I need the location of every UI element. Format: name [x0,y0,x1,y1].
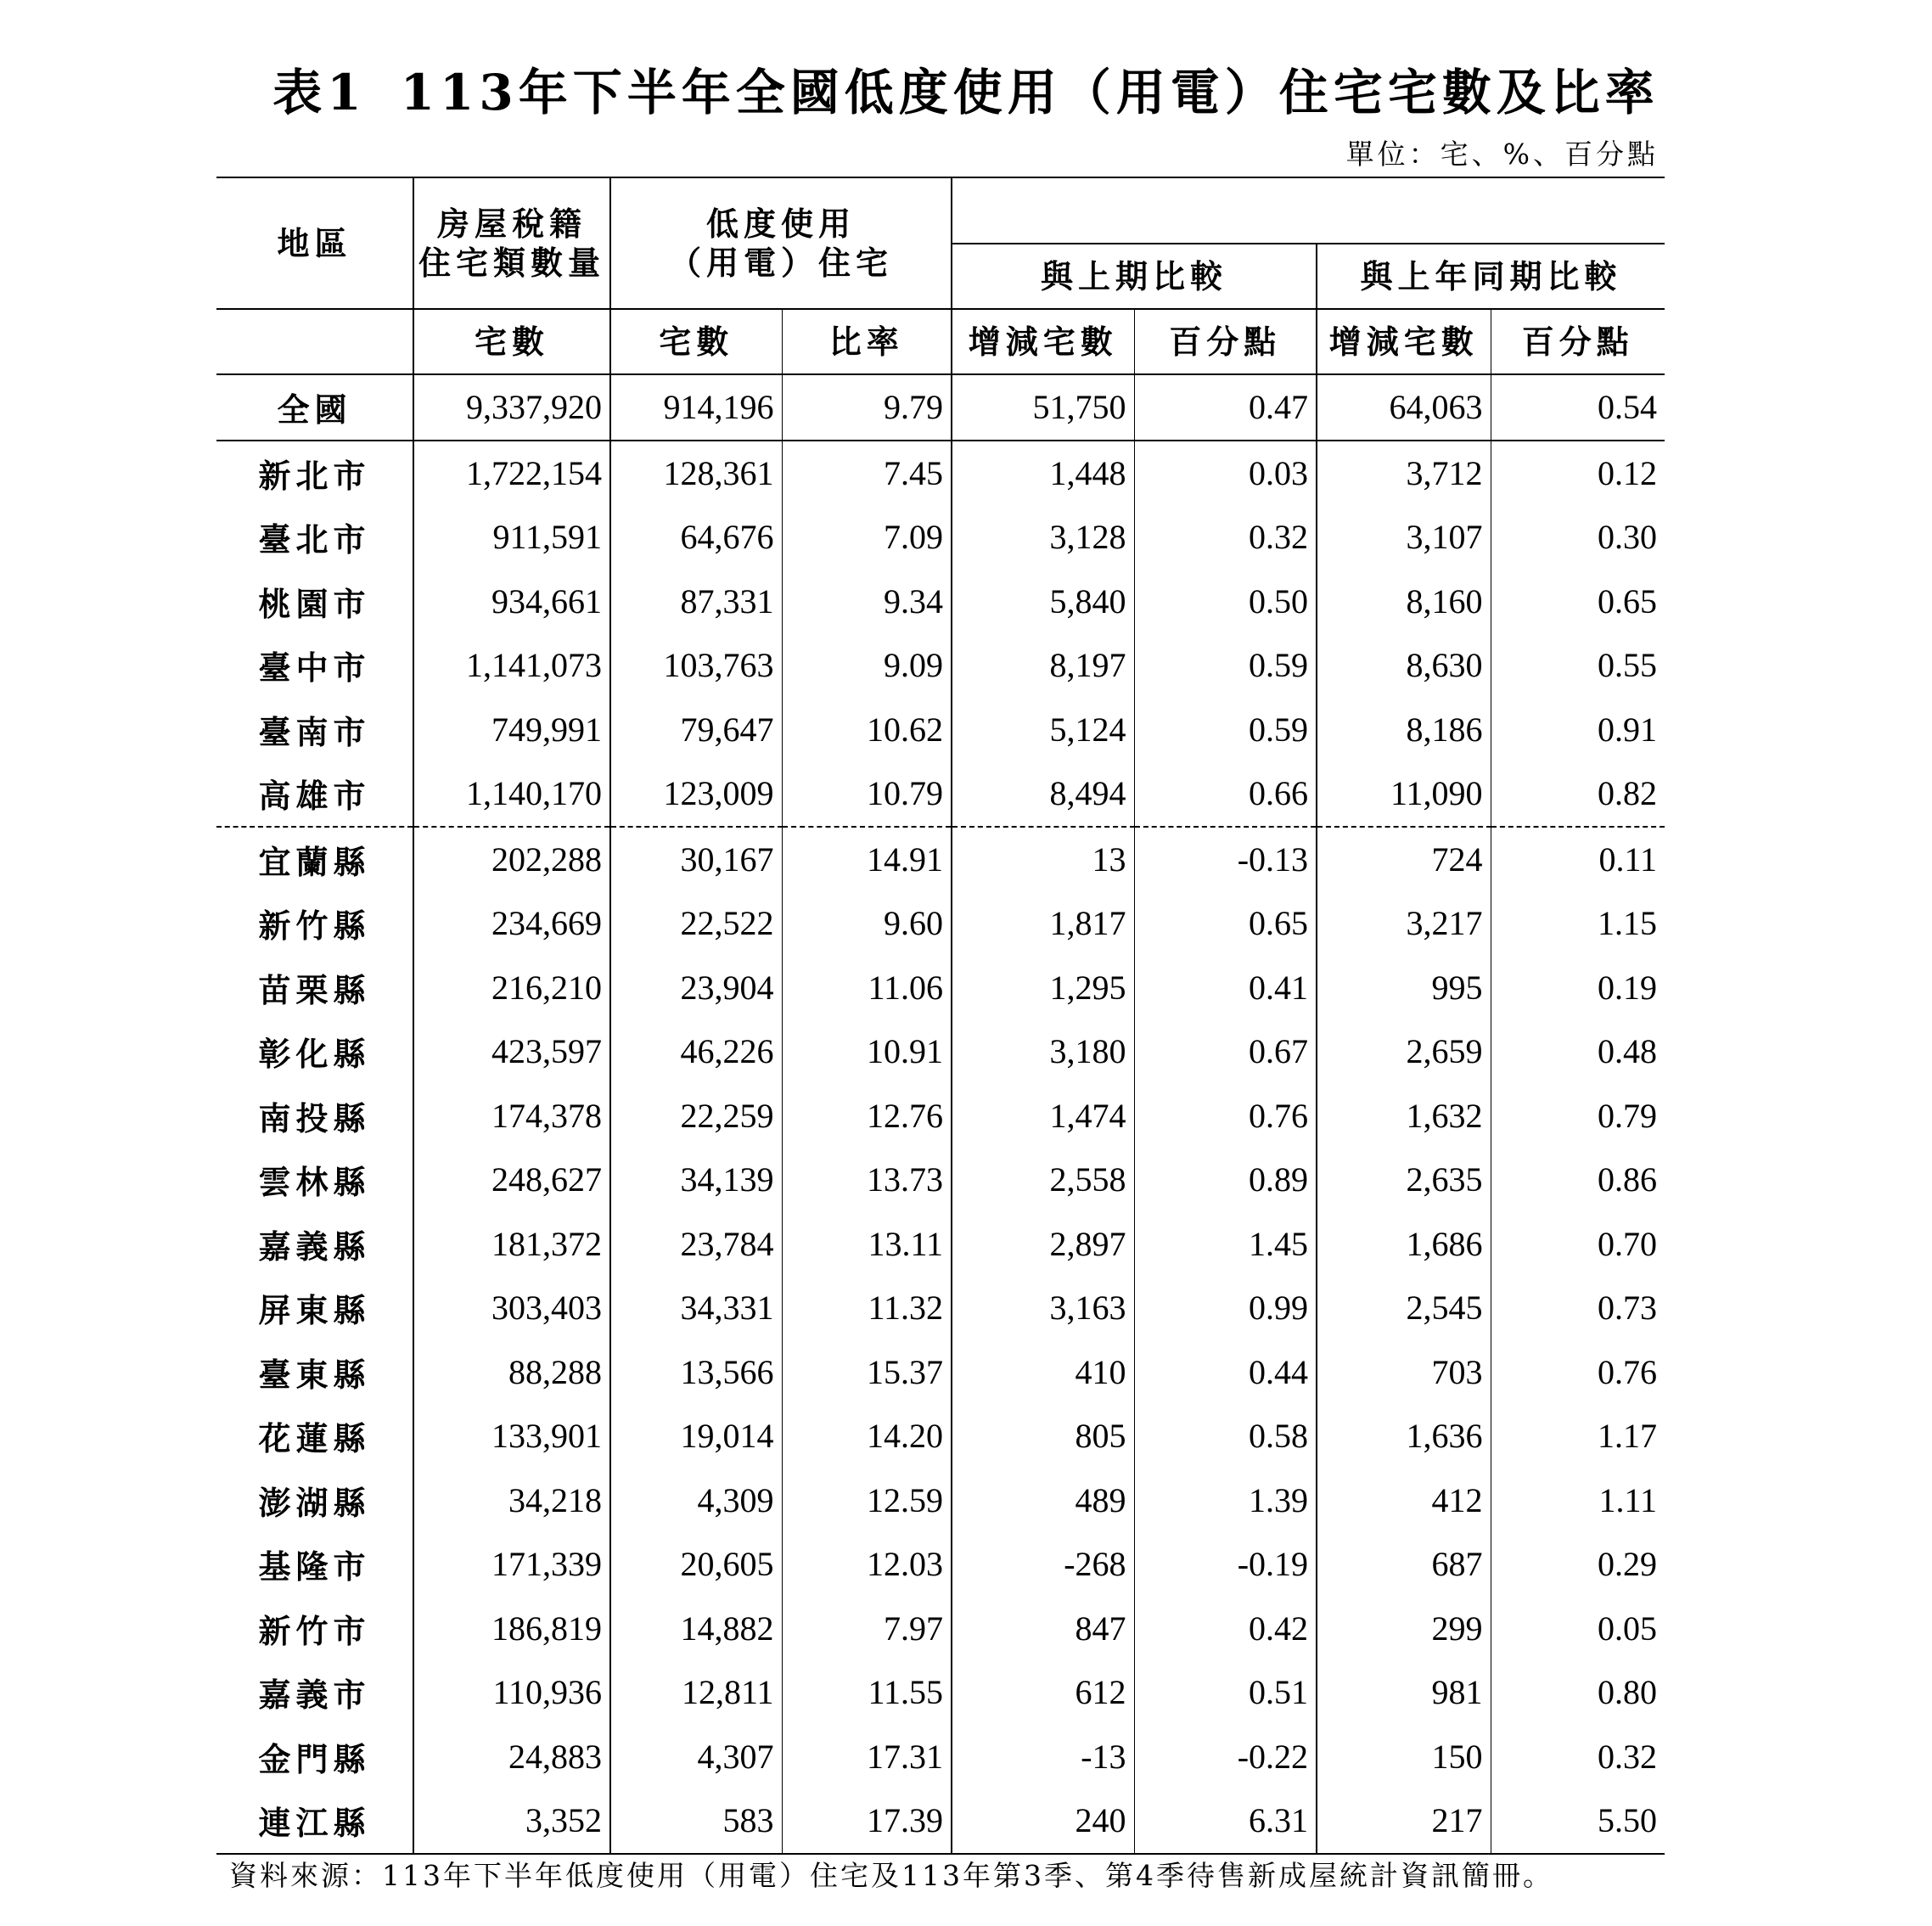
year-change-cell: 2,635 [1317,1148,1491,1212]
year-change-cell: 412 [1317,1468,1491,1533]
ratio-cell: 10.91 [782,1019,952,1084]
header-housing-stock [413,177,610,309]
ratio-cell: 13.11 [782,1212,952,1277]
region-cell: 金門縣 [258,1739,371,1778]
housing-stock-cell: 133,901 [413,1404,610,1468]
prev-change-cell: 51,750 [952,374,1134,441]
header-comparison-spacer [952,177,1665,244]
year-pp-cell: 0.12 [1491,441,1665,506]
region-cell: 高雄市 [216,761,413,827]
year-change-cell: 2,545 [1317,1276,1491,1340]
housing-stock-cell: 3,352 [413,1788,610,1854]
region-cell: 彰化縣 [258,1035,371,1074]
low-use-count-cell: 87,331 [610,570,782,634]
table-row [216,1788,1665,1854]
prev-pp-cell: 0.58 [1134,1404,1317,1468]
year-change-cell: 150 [1317,1725,1491,1789]
region-cell: 臺中市 [258,649,371,688]
header-low-use-line2: （用電）住宅 [669,243,894,282]
ratio-cell: 13.73 [782,1148,952,1212]
prev-pp-cell: 0.32 [1134,505,1317,570]
table-row [216,1660,1665,1725]
year-pp-cell: 0.70 [1491,1212,1665,1277]
prev-change-cell: 5,124 [952,698,1134,762]
region-cell: 新北市 [258,456,371,495]
table-row [216,1532,1665,1597]
region-cell: 宜蘭縣 [258,842,371,881]
low-use-count-cell: 22,522 [610,891,782,956]
table-row [216,698,1665,762]
ratio-cell: 12.76 [782,1084,952,1148]
table-row [216,1468,1665,1533]
statistics-table [216,177,1665,1855]
year-change-cell: 995 [1317,956,1491,1020]
housing-stock-cell: 911,591 [413,505,610,570]
low-use-count-cell: 30,167 [610,827,782,892]
year-pp-cell: 1.17 [1491,1404,1665,1468]
ratio-cell: 7.09 [782,505,952,570]
prev-change-cell: -13 [952,1725,1134,1789]
region-cell: 全國 [216,374,413,441]
year-change-cell: 2,659 [1317,1019,1491,1084]
ratio-cell: 12.59 [782,1468,952,1533]
prev-pp-cell: 0.03 [1134,441,1317,506]
housing-stock-cell: 88,288 [413,1340,610,1405]
housing-stock-cell: 174,378 [413,1084,610,1148]
year-change-cell: 724 [1317,827,1491,892]
ratio-cell: 7.97 [782,1597,952,1661]
prev-change-cell: 1,817 [952,891,1134,956]
housing-stock-cell: 9,337,920 [413,374,610,441]
low-use-count-cell: 4,309 [610,1468,782,1533]
year-pp-cell: 0.30 [1491,505,1665,570]
table-row [216,956,1665,1020]
prev-pp-cell: 0.66 [1134,761,1317,827]
low-use-count-cell: 34,331 [610,1276,782,1340]
prev-change-cell: 240 [952,1788,1134,1854]
prev-pp-cell: 0.59 [1134,633,1317,698]
year-pp-cell: 1.11 [1491,1468,1665,1533]
prev-change-cell: 3,163 [952,1276,1134,1340]
year-change-cell: 3,107 [1317,505,1491,570]
year-pp-cell: 1.15 [1491,891,1665,956]
year-change-cell: 8,630 [1317,633,1491,698]
year-pp-cell: 0.76 [1491,1340,1665,1405]
low-use-count-cell: 14,882 [610,1597,782,1661]
year-pp-cell: 0.86 [1491,1148,1665,1212]
year-pp-cell: 0.11 [1491,827,1665,892]
year-change-cell: 64,063 [1317,374,1491,441]
year-change-cell: 11,090 [1317,761,1491,827]
year-pp-cell: 0.32 [1491,1725,1665,1789]
prev-pp-cell: 1.39 [1134,1468,1317,1533]
ratio-cell: 10.79 [782,761,952,827]
header-vs-prev-year: 與上年同期比較 [1317,244,1665,309]
table-row [216,505,1665,570]
table-row [216,891,1665,956]
header-ratio: 比率 [782,309,952,374]
region-cell: 臺南市 [258,712,371,751]
table-row [216,1597,1665,1661]
housing-stock-cell: 24,883 [413,1725,610,1789]
ratio-cell: 15.37 [782,1340,952,1405]
low-use-count-cell: 103,763 [610,633,782,698]
prev-change-cell: 805 [952,1404,1134,1468]
low-use-count-cell: 34,139 [610,1148,782,1212]
housing-stock-cell: 749,991 [413,698,610,762]
low-use-count-cell: 23,904 [610,956,782,1020]
year-pp-cell: 0.80 [1491,1660,1665,1725]
low-use-count-cell: 64,676 [610,505,782,570]
region-cell: 嘉義縣 [258,1227,371,1266]
prev-pp-cell: 0.41 [1134,956,1317,1020]
ratio-cell: 9.09 [782,633,952,698]
table-row [216,633,1665,698]
year-pp-cell: 0.05 [1491,1597,1665,1661]
table-row [216,1725,1665,1789]
prev-change-cell: 3,180 [952,1019,1134,1084]
housing-stock-cell: 1,140,170 [413,761,610,827]
page-title [0,53,1932,124]
header-count-stock: 宅數 [413,309,610,374]
prev-pp-cell: 0.47 [1134,374,1317,441]
ratio-cell: 17.39 [782,1788,952,1854]
header-vs-prev-period: 與上期比較 [952,244,1317,309]
table-number: 表1 [272,64,367,121]
prev-pp-cell: 0.42 [1134,1597,1317,1661]
ratio-cell: 9.34 [782,570,952,634]
table-row [216,1084,1665,1148]
table-row [216,441,1665,506]
region-cell: 澎湖縣 [258,1483,371,1522]
year-pp-cell: 0.48 [1491,1019,1665,1084]
region-cell: 臺東縣 [258,1355,371,1394]
housing-stock-cell: 216,210 [413,956,610,1020]
year-pp-cell: 0.79 [1491,1084,1665,1148]
ratio-cell: 11.06 [782,956,952,1020]
low-use-count-cell: 12,811 [610,1660,782,1725]
low-use-count-cell: 22,259 [610,1084,782,1148]
prev-change-cell: 612 [952,1660,1134,1725]
year-change-cell: 1,686 [1317,1212,1491,1277]
unit-note: 單位：宅、%、百分點 [1345,138,1659,171]
region-cell: 臺北市 [258,520,371,559]
prev-change-cell: 13 [952,827,1134,892]
region-cell: 南投縣 [258,1098,371,1137]
prev-pp-cell: 0.51 [1134,1660,1317,1725]
prev-pp-cell: -0.19 [1134,1532,1317,1597]
prev-change-cell: 2,897 [952,1212,1134,1277]
year-change-cell: 981 [1317,1660,1491,1725]
prev-change-cell: 8,494 [952,761,1134,827]
prev-pp-cell: 0.67 [1134,1019,1317,1084]
header-region: 地區 [216,177,413,309]
region-cell: 雲林縣 [258,1163,371,1202]
table-body [216,374,1665,1854]
table-row [216,1340,1665,1405]
table-row [216,1276,1665,1340]
region-cell: 連江縣 [216,1788,413,1854]
region-cell: 桃園市 [258,584,371,623]
header-year-change: 增減宅數 [1317,309,1491,374]
header-housing-stock-line2: 住宅類數量 [418,243,605,282]
year-change-cell: 299 [1317,1597,1491,1661]
header-count-low: 宅數 [610,309,782,374]
ratio-cell: 11.32 [782,1276,952,1340]
housing-stock-cell: 1,141,073 [413,633,610,698]
header-prev-change: 增減宅數 [952,309,1134,374]
prev-change-cell: 410 [952,1340,1134,1405]
housing-stock-cell: 934,661 [413,570,610,634]
source-note: 資料來源：113年下半年低度使用（用電）住宅及113年第3季、第4季待售新成屋統計資訊簡冊。 [229,1859,1553,1892]
year-pp-cell: 0.82 [1491,761,1665,827]
low-use-count-cell: 23,784 [610,1212,782,1277]
table-title-text: 113年下半年全國低度使用（用電）住宅宅數及比率 [400,64,1660,121]
ratio-cell: 10.62 [782,698,952,762]
prev-pp-cell: 0.50 [1134,570,1317,634]
year-pp-cell: 0.73 [1491,1276,1665,1340]
prev-pp-cell: 0.89 [1134,1148,1317,1212]
header-low-use-line1: 低度使用 [706,204,856,243]
low-use-count-cell: 123,009 [610,761,782,827]
table-row [216,1019,1665,1084]
prev-pp-cell: 0.99 [1134,1276,1317,1340]
year-change-cell: 1,636 [1317,1404,1491,1468]
year-change-cell: 217 [1317,1788,1491,1854]
year-pp-cell: 0.55 [1491,633,1665,698]
low-use-count-cell: 79,647 [610,698,782,762]
prev-change-cell: 1,295 [952,956,1134,1020]
prev-change-cell: 8,197 [952,633,1134,698]
region-cell: 花蓮縣 [258,1419,371,1458]
header-low-use [610,177,952,309]
prev-change-cell: 847 [952,1597,1134,1661]
table-row [216,1148,1665,1212]
year-pp-cell: 0.54 [1491,374,1665,441]
prev-change-cell: 1,474 [952,1084,1134,1148]
year-pp-cell: 0.19 [1491,956,1665,1020]
region-cell: 基隆市 [258,1547,371,1586]
prev-pp-cell: 0.76 [1134,1084,1317,1148]
region-cell: 嘉義市 [258,1676,371,1715]
low-use-count-cell: 13,566 [610,1340,782,1405]
prev-change-cell: 489 [952,1468,1134,1533]
year-pp-cell: 0.91 [1491,698,1665,762]
low-use-count-cell: 128,361 [610,441,782,506]
prev-change-cell: -268 [952,1532,1134,1597]
table-row [216,1404,1665,1468]
ratio-cell: 17.31 [782,1725,952,1789]
low-use-count-cell: 583 [610,1788,782,1854]
low-use-count-cell: 19,014 [610,1404,782,1468]
low-use-count-cell: 914,196 [610,374,782,441]
year-change-cell: 687 [1317,1532,1491,1597]
housing-stock-cell: 181,372 [413,1212,610,1277]
prev-pp-cell: -0.22 [1134,1725,1317,1789]
header-region-spacer [216,309,413,374]
year-change-cell: 3,712 [1317,441,1491,506]
housing-stock-cell: 171,339 [413,1532,610,1597]
housing-stock-cell: 34,218 [413,1468,610,1533]
ratio-cell: 12.03 [782,1532,952,1597]
region-cell: 屏東縣 [258,1291,371,1330]
prev-change-cell: 5,840 [952,570,1134,634]
housing-stock-cell: 202,288 [413,827,610,892]
table-row [216,761,1665,827]
table-row [216,570,1665,634]
year-pp-cell: 0.65 [1491,570,1665,634]
housing-stock-cell: 303,403 [413,1276,610,1340]
ratio-cell: 14.91 [782,827,952,892]
header-prev-pp: 百分點 [1134,309,1317,374]
year-pp-cell: 0.29 [1491,1532,1665,1597]
prev-pp-cell: 0.59 [1134,698,1317,762]
header-housing-stock-line1: 房屋稅籍 [436,204,587,243]
ratio-cell: 7.45 [782,441,952,506]
housing-stock-cell: 186,819 [413,1597,610,1661]
region-cell: 苗栗縣 [258,970,371,1009]
housing-stock-cell: 248,627 [413,1148,610,1212]
low-use-count-cell: 20,605 [610,1532,782,1597]
year-pp-cell: 5.50 [1491,1788,1665,1854]
prev-change-cell: 3,128 [952,505,1134,570]
ratio-cell: 14.20 [782,1404,952,1468]
low-use-count-cell: 46,226 [610,1019,782,1084]
low-use-count-cell: 4,307 [610,1725,782,1789]
prev-pp-cell: 0.44 [1134,1340,1317,1405]
prev-change-cell: 2,558 [952,1148,1134,1212]
year-change-cell: 703 [1317,1340,1491,1405]
prev-pp-cell: 0.65 [1134,891,1317,956]
year-change-cell: 3,217 [1317,891,1491,956]
table-row [216,827,1665,892]
housing-stock-cell: 423,597 [413,1019,610,1084]
ratio-cell: 11.55 [782,1660,952,1725]
table-row-total [216,374,1665,441]
region-cell: 新竹市 [258,1611,371,1650]
prev-pp-cell: 6.31 [1134,1788,1317,1854]
year-change-cell: 1,632 [1317,1084,1491,1148]
housing-stock-cell: 1,722,154 [413,441,610,506]
prev-change-cell: 1,448 [952,441,1134,506]
housing-stock-cell: 110,936 [413,1660,610,1725]
ratio-cell: 9.60 [782,891,952,956]
ratio-cell: 9.79 [782,374,952,441]
region-cell: 新竹縣 [258,907,371,946]
year-change-cell: 8,160 [1317,570,1491,634]
table-row [216,1212,1665,1277]
year-change-cell: 8,186 [1317,698,1491,762]
prev-pp-cell: 1.45 [1134,1212,1317,1277]
housing-stock-cell: 234,669 [413,891,610,956]
prev-pp-cell: -0.13 [1134,827,1317,892]
header-year-pp: 百分點 [1491,309,1665,374]
